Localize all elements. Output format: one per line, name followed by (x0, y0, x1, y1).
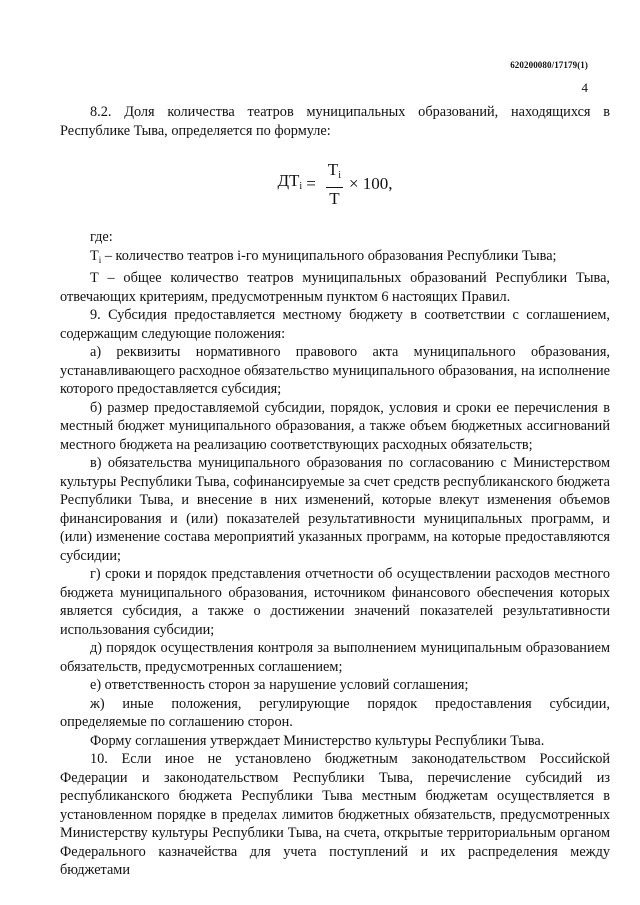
paragraph-9: 9. Субсидия предоставляется местному бюджету в соответствии с соглашением, содержащим следующие положения: (60, 307, 610, 342)
document-body (60, 103, 610, 880)
paragraph-9b: б) размер предоставляемой субсидии, порядок, условия и сроки ее перечисления в местный бюджет муниципального образования, а также объем бюджетных ассигнований местного бюджета на реализацию соответствующих расходных обязательств; (60, 399, 610, 453)
formula-equals: = (306, 173, 316, 193)
paragraph-where: где: (90, 229, 113, 245)
paragraph-9g: г) сроки и порядок представления отчетности об осуществлении расходов местного бюджета муниципального образования, источником финансового обеспечения которых является субсидия, а также о достижении значений показателей результативности использования субсидии; (60, 566, 610, 638)
paragraph-9-form: Форму соглашения утверждает Министерство культуры Республики Тыва. (90, 732, 545, 749)
paragraph-9v: в) обязательства муниципального образования по согласованию с Министерством культуры Республики Тыва, софинансируемые за счет средств республиканского бюджета Республики Тыва, и внесение в них изменений, которые влекут изменения объемов финансирования и (или) показателей результативности муниципальных программ, и (или) изменение состава мероприятий указанных программ, на которые предоставляются субсидии; (60, 455, 610, 564)
page-number: 4 (581, 80, 588, 95)
definition-ti: $Т_i$ – количество театров i-го муниципального образования Республики Тыва; (90, 247, 557, 265)
formula-lhs: $ДТ_i$ (277, 170, 303, 192)
paragraph-8-2: 8.2. Доля количества театров муниципальных образований, находящихся в Республике Тыва, определяется по формуле: (60, 104, 610, 139)
paragraph-9zh: ж) иные положения, регулирующие порядок предоставления субсидии, определяемые по соглашению сторон. (60, 695, 610, 730)
formula-fraction (326, 160, 343, 209)
document-code: 620200080/17179(1) (510, 60, 588, 70)
paragraph-9e: е) ответственность сторон за нарушение условий соглашения; (90, 677, 469, 693)
paragraph-9a: а) реквизиты нормативного правового акта муниципального образования, устанавливающего расходное обязательство муниципального образования, на исполнение которого предоставляется субсидия; (60, 344, 610, 397)
formula-rhs: × 100, (348, 173, 393, 193)
formula-denominator: Т (329, 188, 340, 208)
formula-numerator: $Т_i$ (326, 160, 343, 188)
definition-t: Т – общее количество театров муниципальных образований Республики Тыва, отвечающих критериям, предусмотренным пунктом 6 настоящих Правил. (60, 270, 610, 305)
formula (60, 142, 610, 226)
paragraph-9d: д) порядок осуществления контроля за выполнением муниципальным образованием обязательств, предусмотренных соглашением; (60, 640, 610, 675)
paragraph-10: 10. Если иное не установлено бюджетным законодательством Российской Федерации и законодательством Республики Тыва, перечисление субсидий из республиканского бюджета Республики Тыва местным бюджетам осуществляется в установленном порядке в пределах лимитов бюджетных обязательств, предусмотренных Министерству культуры Республики Тыва, на счета, открытые территориальным органом Федерального казначейства для учета поступлений и их распределения между бюджетами (60, 751, 610, 878)
